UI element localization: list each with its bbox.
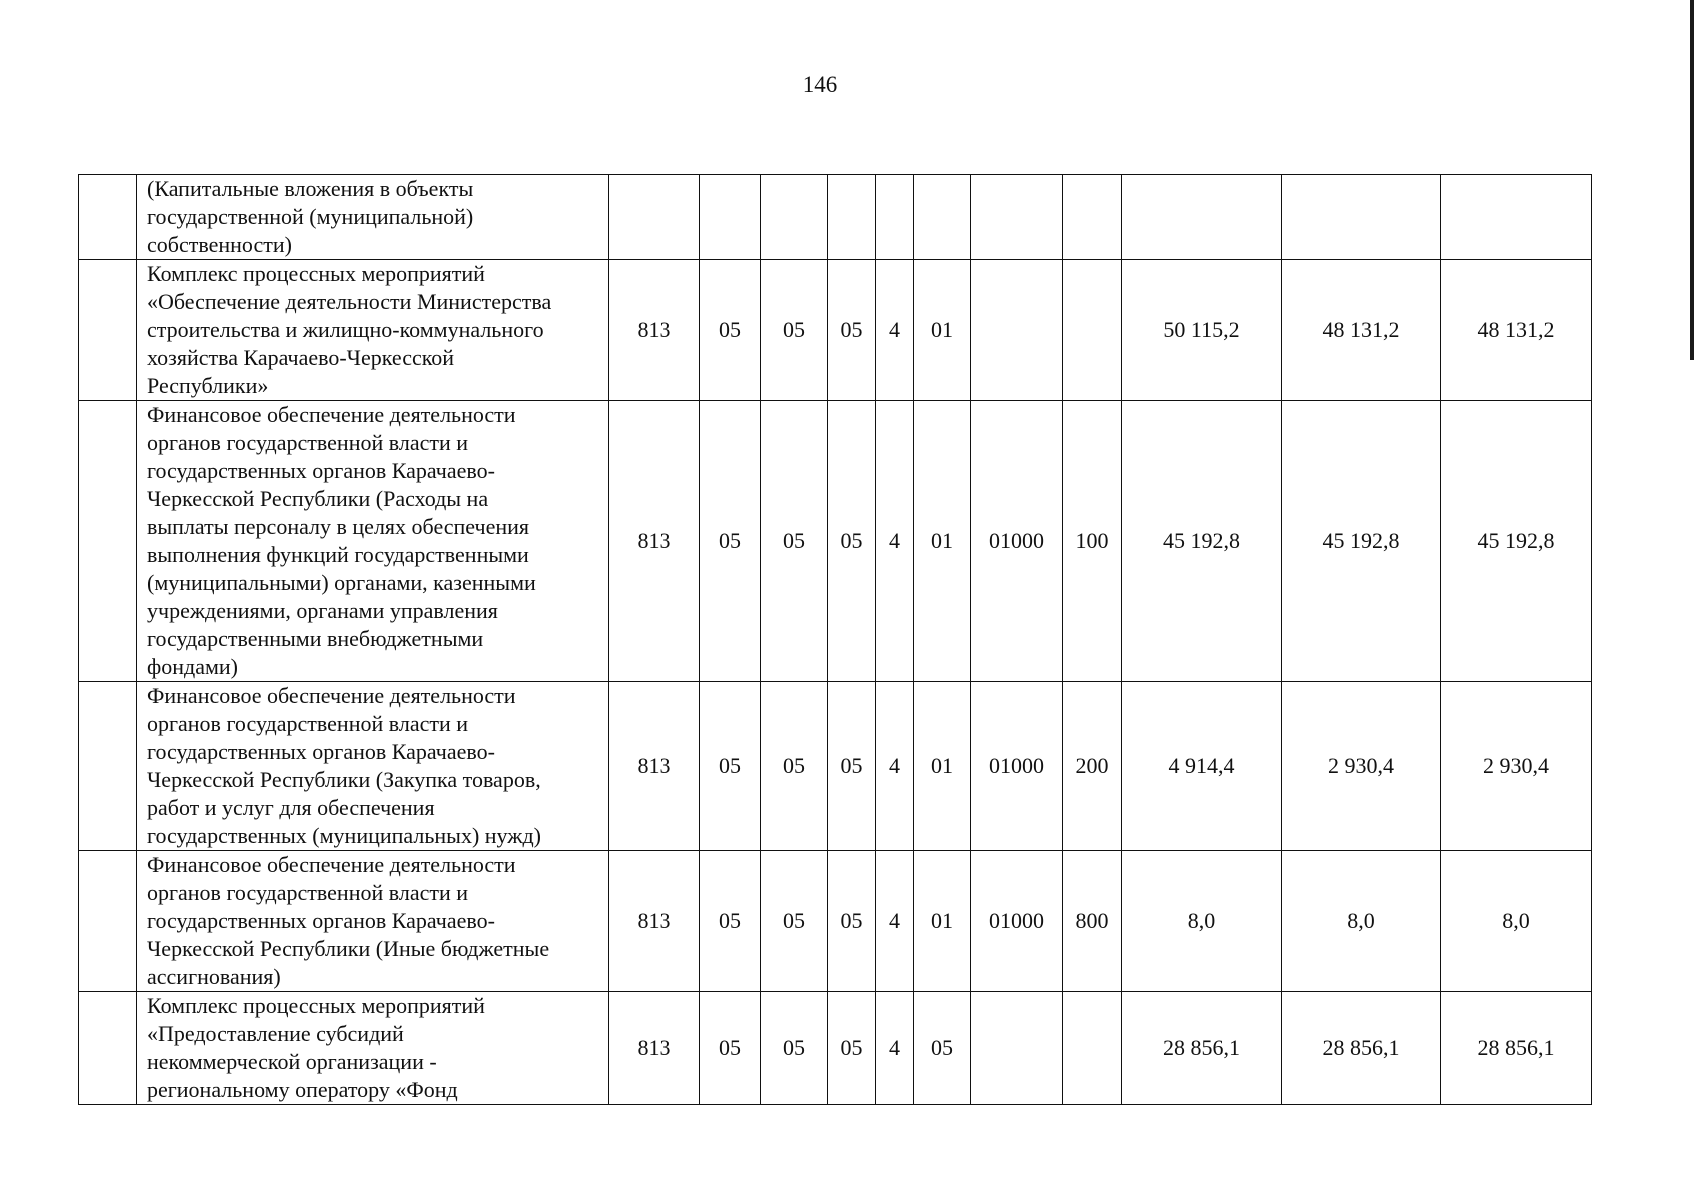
cell-direction xyxy=(971,992,1063,1105)
cell-complex: 01 xyxy=(914,260,971,401)
cell-section: 05 xyxy=(700,260,761,401)
cell-program: 05 xyxy=(828,992,876,1105)
cell-amount-3: 28 856,1 xyxy=(1441,992,1592,1105)
cell-code: 813 xyxy=(609,851,700,992)
page-number: 146 xyxy=(802,72,838,97)
cell-number xyxy=(79,401,137,682)
cell-expense-type: 200 xyxy=(1063,682,1122,851)
table-row xyxy=(79,682,1592,851)
cell-program: 05 xyxy=(828,260,876,401)
cell-name: Финансовое обеспечение деятельности органов государственной власти и государственных органов Карачаево- Черкесской Республики (Расходы на выплаты персоналу в целях обеспечения выполнения функций государственными (муниципальными) органами, казенными учреждениями, органами управления государственными внебюджетными фондами) xyxy=(137,401,609,682)
cell-number xyxy=(79,992,137,1105)
cell-expense-type xyxy=(1063,175,1122,260)
cell-amount-3: 45 192,8 xyxy=(1441,401,1592,682)
cell-amount-1: 4 914,4 xyxy=(1122,682,1282,851)
cell-program: 05 xyxy=(828,851,876,992)
cell-program: 05 xyxy=(828,401,876,682)
cell-amount-3: 8,0 xyxy=(1441,851,1592,992)
cell-direction: 01000 xyxy=(971,682,1063,851)
cell-program xyxy=(828,175,876,260)
cell-type: 4 xyxy=(876,401,914,682)
cell-section: 05 xyxy=(700,401,761,682)
cell-code: 813 xyxy=(609,401,700,682)
scan-edge-mark xyxy=(1690,0,1694,360)
cell-name: Финансовое обеспечение деятельности органов государственной власти и государственных органов Карачаево- Черкесской Республики (Иные бюджетные ассигнования) xyxy=(137,851,609,992)
cell-name: Комплекс процессных мероприятий «Предоставление субсидий некоммерческой организации - региональному оператору «Фонд xyxy=(137,992,609,1105)
cell-number xyxy=(79,851,137,992)
cell-direction: 01000 xyxy=(971,401,1063,682)
cell-type: 4 xyxy=(876,851,914,992)
table-row xyxy=(79,992,1592,1105)
cell-expense-type: 100 xyxy=(1063,401,1122,682)
cell-amount-3: 2 930,4 xyxy=(1441,682,1592,851)
cell-amount-3: 48 131,2 xyxy=(1441,260,1592,401)
cell-subsection: 05 xyxy=(761,682,828,851)
cell-complex: 01 xyxy=(914,682,971,851)
cell-complex: 01 xyxy=(914,401,971,682)
table-row xyxy=(79,260,1592,401)
cell-number xyxy=(79,175,137,260)
cell-type: 4 xyxy=(876,260,914,401)
cell-type xyxy=(876,175,914,260)
cell-amount-2: 28 856,1 xyxy=(1282,992,1441,1105)
cell-section: 05 xyxy=(700,682,761,851)
cell-section: 05 xyxy=(700,992,761,1105)
cell-subsection: 05 xyxy=(761,401,828,682)
cell-amount-1: 8,0 xyxy=(1122,851,1282,992)
cell-name: Комплекс процессных мероприятий «Обеспечение деятельности Министерства строительства и жилищно-коммунального хозяйства Карачаево-Черкесской Республики» xyxy=(137,260,609,401)
cell-amount-3 xyxy=(1441,175,1592,260)
cell-number xyxy=(79,682,137,851)
cell-name: (Капитальные вложения в объекты государственной (муниципальной) собственности) xyxy=(137,175,609,260)
cell-subsection: 05 xyxy=(761,992,828,1105)
cell-section xyxy=(700,175,761,260)
cell-code xyxy=(609,175,700,260)
cell-amount-1: 45 192,8 xyxy=(1122,401,1282,682)
cell-code: 813 xyxy=(609,992,700,1105)
cell-program: 05 xyxy=(828,682,876,851)
budget-table xyxy=(78,174,1592,1105)
cell-code: 813 xyxy=(609,682,700,851)
cell-subsection: 05 xyxy=(761,851,828,992)
cell-name: Финансовое обеспечение деятельности органов государственной власти и государственных органов Карачаево- Черкесской Республики (Закупка товаров, работ и услуг для обеспечения государственных (муниципальных) нужд) xyxy=(137,682,609,851)
cell-amount-2: 45 192,8 xyxy=(1282,401,1441,682)
cell-code: 813 xyxy=(609,260,700,401)
cell-amount-2: 2 930,4 xyxy=(1282,682,1441,851)
table-row xyxy=(79,851,1592,992)
cell-type: 4 xyxy=(876,992,914,1105)
cell-direction xyxy=(971,260,1063,401)
cell-number xyxy=(79,260,137,401)
cell-amount-1: 50 115,2 xyxy=(1122,260,1282,401)
cell-complex: 05 xyxy=(914,992,971,1105)
cell-complex: 01 xyxy=(914,851,971,992)
cell-amount-1: 28 856,1 xyxy=(1122,992,1282,1105)
cell-expense-type: 800 xyxy=(1063,851,1122,992)
cell-amount-2: 8,0 xyxy=(1282,851,1441,992)
cell-expense-type xyxy=(1063,260,1122,401)
cell-subsection xyxy=(761,175,828,260)
cell-amount-1 xyxy=(1122,175,1282,260)
table-row xyxy=(79,401,1592,682)
cell-section: 05 xyxy=(700,851,761,992)
cell-amount-2 xyxy=(1282,175,1441,260)
cell-expense-type xyxy=(1063,992,1122,1105)
table-row xyxy=(79,175,1592,260)
cell-complex xyxy=(914,175,971,260)
cell-subsection: 05 xyxy=(761,260,828,401)
cell-direction: 01000 xyxy=(971,851,1063,992)
cell-direction xyxy=(971,175,1063,260)
cell-amount-2: 48 131,2 xyxy=(1282,260,1441,401)
cell-type: 4 xyxy=(876,682,914,851)
